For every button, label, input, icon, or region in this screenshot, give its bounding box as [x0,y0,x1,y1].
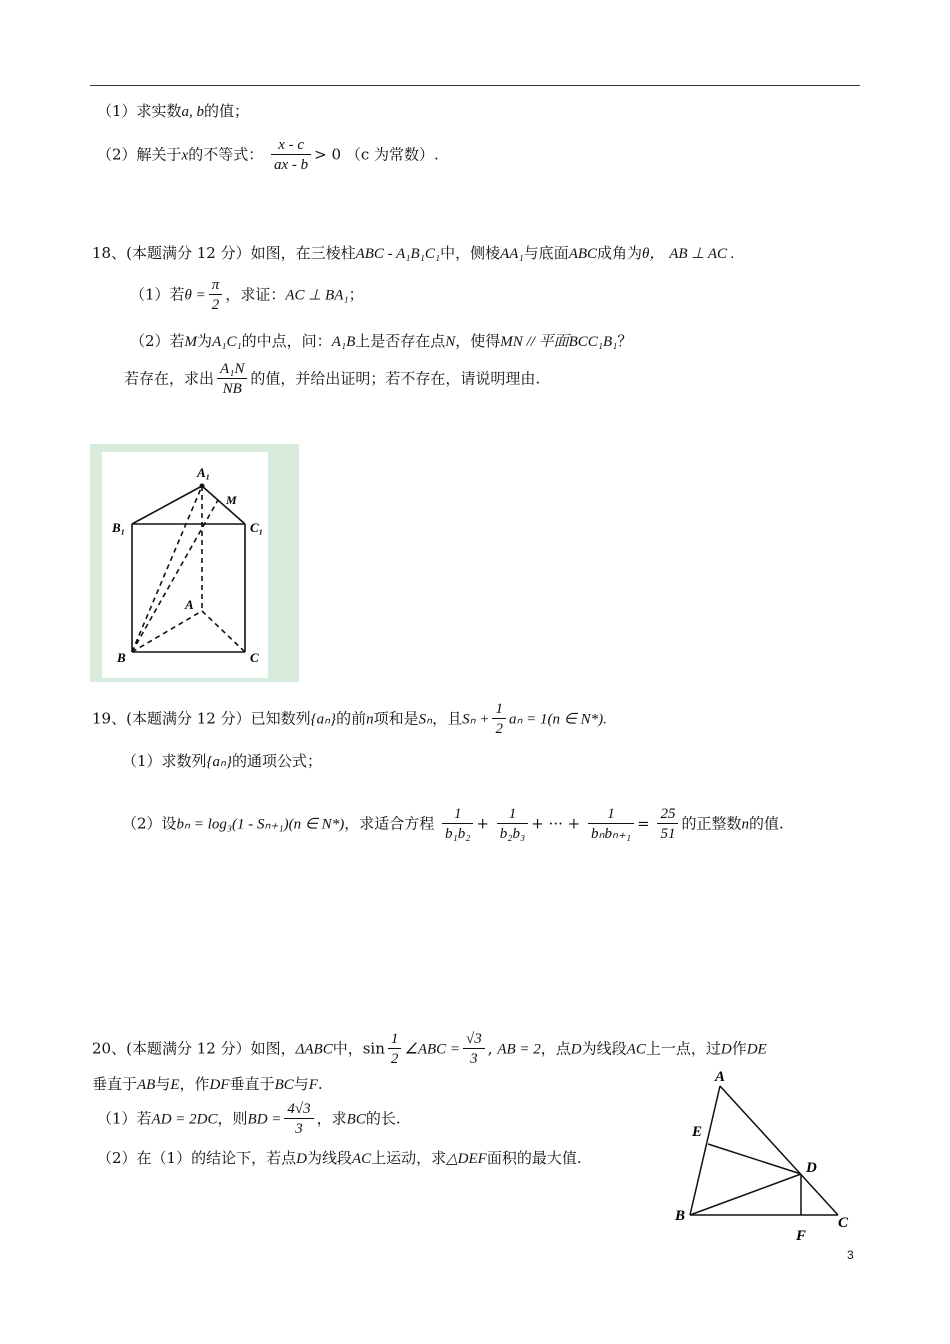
pi-over-2: $\frac{\pi}{2}$ [209,276,223,315]
q19-part2: （2）设bₙ = log₃(1 - Sₙ₊₁)(n ∈ N*)，求适合方程 $\frac{1}{\text{b₁b₂}}$ + $\frac{1}{\text{b₂b₃}}$ + ··· + $\frac{1}{\text{bₙbₙ₊₁}}$ = $\frac{25}{51}$ 的正整数n的值. [122,806,784,842]
ratio-fraction: $\frac{\text{A₁N}}{NB}$ [217,360,247,399]
bd-fraction: $\frac{4√3}{3}$ [284,1100,313,1139]
label-b: B [117,650,126,665]
sum-term-1: $\frac{1}{\text{b₁b₂}}$ [442,805,473,844]
label-tri-b: B [675,1208,686,1224]
q17-part2: （2）解关于x的不等式： $\frac{x - c}{ax - b}$ > 0 （c 为常数）. [97,137,439,173]
side-ab [690,1086,720,1215]
q20-heading: 20、(本题满分 12 分）如图，ΔABC中，sin $\frac{1}{2}$ ∠ABC = $\frac{√3}{3}$ , AB = 2，点D为线段AC上一点，过D作DE [92,1031,767,1067]
side-ac [720,1086,838,1215]
sum-term-2: $\frac{1}{\text{b₂b₃}}$ [497,805,528,844]
half-angle-fraction: $\frac{1}{2}$ [388,1030,402,1069]
label-tri-e: E [692,1124,703,1140]
label-a: A [185,597,194,612]
label-a1: A₁ [197,465,211,480]
sum-term-n: $\frac{1}{\text{bₙbₙ₊₁}}$ [588,805,634,844]
q19-part1: （1）求数列{aₙ}的通项公式； [122,752,323,770]
inequality-fraction: $\frac{x - c}{ax - b}$ [271,136,311,175]
label-tri-d: D [806,1160,817,1176]
label-b1: B₁ [112,520,126,535]
figure-panel [102,452,268,678]
header-rule [90,85,860,86]
half-fraction: $\frac{1}{2}$ [492,700,506,739]
q18-part2: （2）若M为A₁C₁的中点，问：A₁B上是否存在点N，使得MN // 平面BCC₁B₁？ [130,332,633,350]
label-c1: C₁ [250,520,264,535]
q20-part1: （1）若AD = 2DC，则BD = $\frac{4√3}{3}$ ，求BC的长. [97,1101,401,1137]
label-tri-a: A [715,1070,726,1085]
q18-part1: （1）若θ = $\frac{\pi}{2}$ ，求证：AC ⊥ BA₁； [130,277,364,313]
point-a1 [200,484,205,489]
segment-bd [690,1174,801,1215]
label-tri-c: C [838,1215,849,1231]
q18-heading: 18、(本题满分 12 分）如图，在三棱柱ABC - A₁B₁C₁中，侧棱AA₁与底面ABC成角为θ， AB ⊥ AC . [92,244,735,262]
triangle-figure [670,1070,870,1250]
q20-part2: （2）在（1）的结论下，若点D为线段AC上运动，求△DEF面积的最大值. [97,1149,582,1167]
sqrt3-over-3: $\frac{√3}{3}$ [463,1030,485,1069]
label-tri-f: F [796,1228,807,1244]
q18-part2-cont: 若存在，求出 $\frac{\text{A₁N}}{NB}$ 的值，并给出证明；若不存在，请说明理由. [124,361,541,397]
q20-heading-cont: 垂直于AB与E，作DF垂直于BC与F. [92,1075,323,1093]
prism-figure [90,444,299,682]
result-fraction: $\frac{25}{51}$ [657,805,678,844]
q19-heading: 19、(本题满分 12 分）已知数列{aₙ}的前n项和是Sₙ，且Sₙ + $\frac{1}{2}$ aₙ = 1(n ∈ N*). [92,701,607,737]
label-c: C [250,650,259,665]
page-number: 3 [847,1248,854,1262]
q17-part1: （1）求实数a, b的值； [97,102,250,120]
label-m: M [226,493,237,507]
